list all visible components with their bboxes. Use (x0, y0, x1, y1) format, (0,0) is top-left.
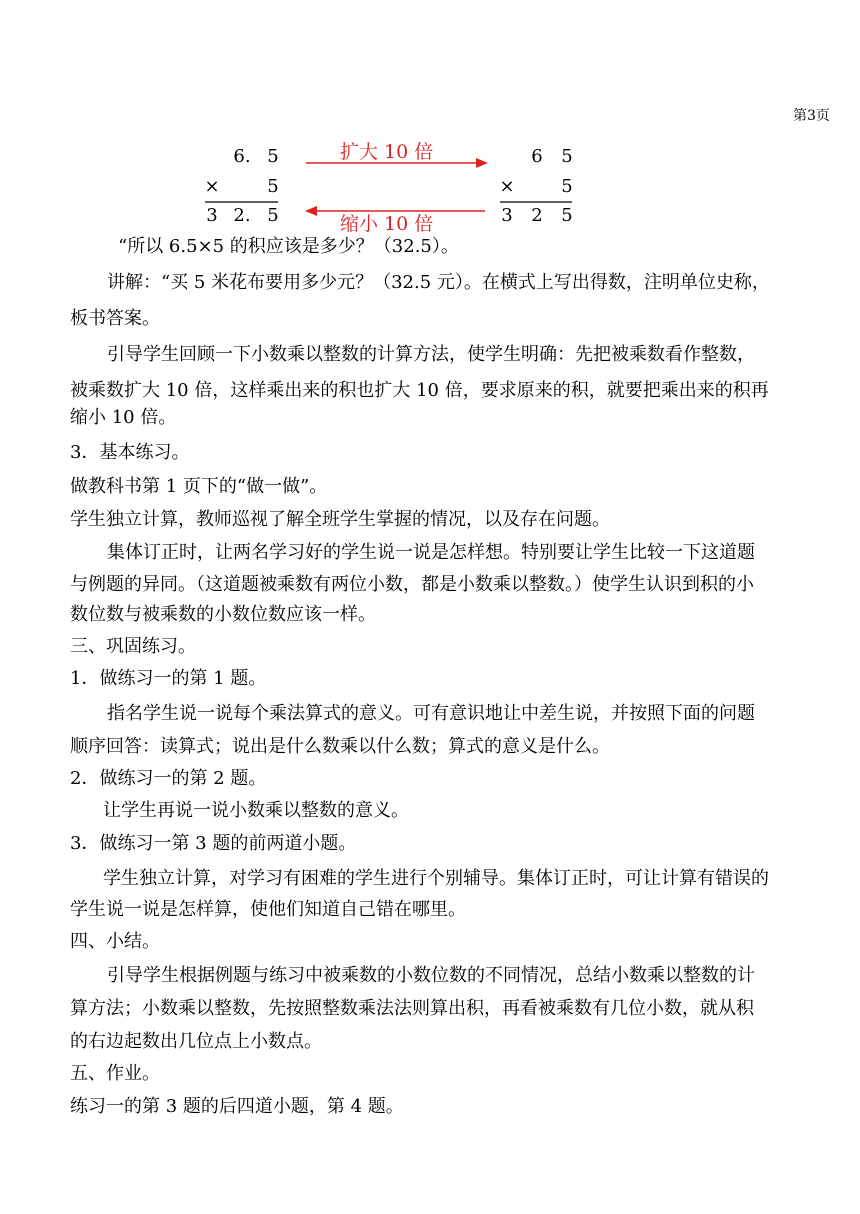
left-multiplier: 5 (267, 176, 279, 197)
text-line-3: 板书答案。 (70, 308, 160, 329)
text-line-21: 学生说一说是怎样算，使他们知道自己错在哪里。 (70, 899, 466, 920)
left-multiplicand-digit-2: 5 (267, 146, 279, 167)
text-line-14: 1．做练习一的第 1 题。 (70, 668, 267, 689)
left-product-digit-2: 2. (233, 205, 251, 226)
text-line-23: 引导学生根据例题与练习中被乘数的小数位数的不同情况，总结小数乘以整数的计 (107, 965, 755, 986)
enlarge-arrowhead-icon (476, 158, 488, 168)
left-product-digit-1: 3 (206, 205, 218, 226)
text-line-10: 集体订正时，让两名学习好的学生说一说是怎样想。特别要让学生比较一下这道题 (107, 542, 755, 563)
text-line-9: 学生独立计算，教师巡视了解全班学生掌握的情况，以及存在问题。 (70, 509, 610, 530)
text-line-26: 五、作业。 (70, 1063, 160, 1084)
right-product-digit-3: 5 (561, 205, 573, 226)
text-line-2: 讲解：“买 5 米花布要用多少元？（32.5 元）。在横式上写出得数，注明单位史称， (107, 272, 770, 293)
text-line-25: 的右边起数出几位点上小数点。 (70, 1031, 322, 1052)
page-number: 第3页 (793, 108, 830, 124)
text-line-6: 缩小 10 倍。 (70, 407, 177, 428)
shrink-label: 缩小 10 倍 (340, 213, 434, 235)
right-product-digit-2: 2 (531, 205, 543, 226)
text-line-13: 三、巩固练习。 (70, 636, 196, 657)
right-multiplicand-digit-2: 5 (561, 146, 573, 167)
text-line-1: “所以 6.5×5 的积应该是多少？（32.5）。 (118, 236, 459, 257)
right-times-sign: × (499, 176, 515, 197)
right-multiplicand-digit-1: 6 (531, 146, 543, 167)
left-product-digit-3: 5 (267, 205, 279, 226)
text-line-20: 学生独立计算，对学习有困难的学生进行个别辅导。集体订正时，可让计算有错误的 (103, 868, 769, 889)
text-line-7: 3．基本练习。 (70, 442, 190, 463)
left-multiplicand-digit-1: 6. (233, 146, 251, 167)
text-line-4: 引导学生回顾一下小数乘以整数的计算方法，使学生明确：先把被乘数看作整数， (107, 344, 755, 365)
text-line-17: 2．做练习一的第 2 题。 (70, 768, 267, 789)
right-multiplier: 5 (561, 176, 573, 197)
left-times-sign: × (204, 176, 220, 197)
text-line-15: 指名学生说一说每个乘法算式的意义。可有意识地让中差生说，并按照下面的问题 (107, 703, 755, 724)
text-line-27: 练习一的第 3 题的后四道小题，第 4 题。 (70, 1096, 404, 1117)
text-line-12: 数位数与被乘数的小数位数应该一样。 (70, 604, 376, 625)
text-line-24: 算方法；小数乘以整数，先按照整数乘法法则算出积，再看被乘数有几位小数，就从积 (70, 998, 754, 1019)
right-product-digit-1: 3 (501, 205, 513, 226)
text-line-16: 顺序回答：读算式；说出是什么数乘以什么数；算式的意义是什么。 (70, 736, 610, 757)
text-line-18: 让学生再说一说小数乘以整数的意义。 (103, 800, 409, 821)
text-line-22: 四、小结。 (70, 931, 160, 952)
text-line-11: 与例题的异同。（这道题被乘数有两位小数，都是小数乘以整数。）使学生认识到积的小 (70, 574, 754, 595)
multiplication-diagram (0, 0, 860, 240)
text-line-8: 做教科书第 1 页下的“做一做”。 (70, 476, 328, 497)
text-line-5: 被乘数扩大 10 倍，这样乘出来的积也扩大 10 倍，要求原来的积，就要把乘出来的积再 (70, 380, 769, 401)
enlarge-label: 扩大 10 倍 (340, 141, 434, 163)
shrink-arrowhead-icon (305, 206, 317, 216)
text-line-19: 3．做练习一第 3 题的前两道小题。 (70, 833, 357, 854)
diagram-lines (0, 0, 860, 240)
